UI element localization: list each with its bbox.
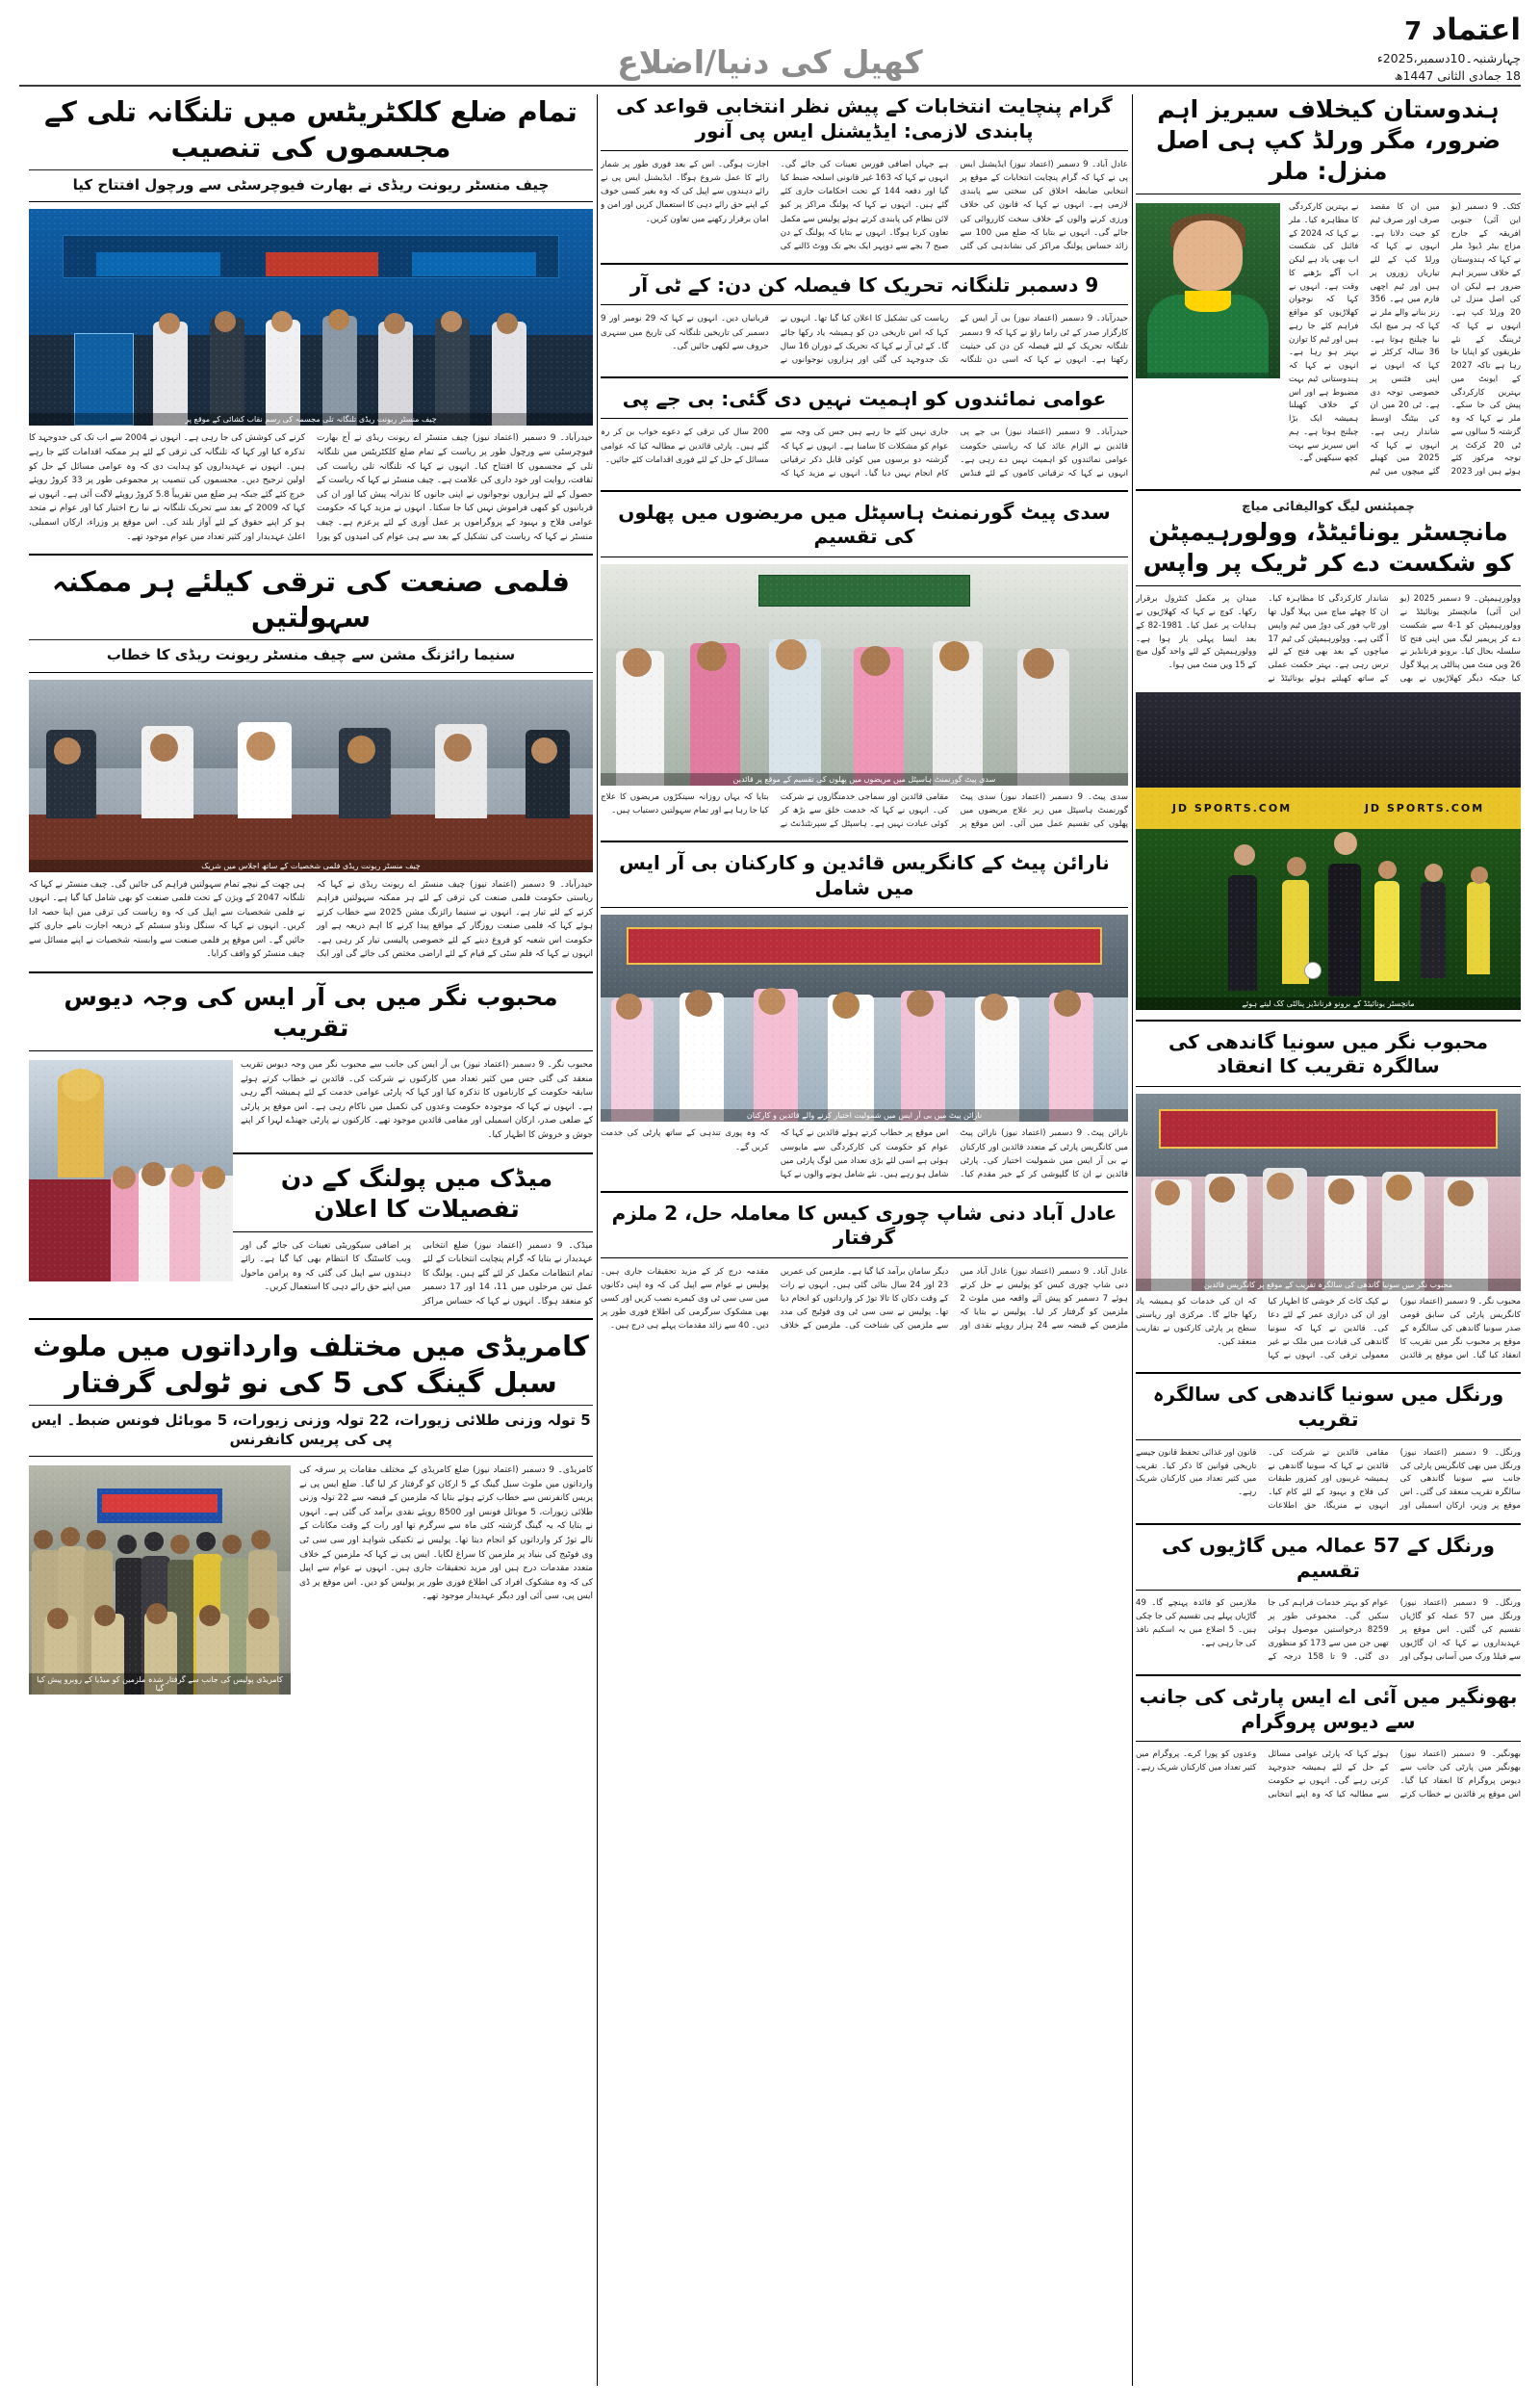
- article-headline: میڈک میں پولنگ کے دن تفصیلات کا اعلان: [280, 1163, 553, 1223]
- photo-caption: چیف منسٹر ریونت ریڈی تلنگانہ تلی مجسمہ کی رسم نقاب کشائی کے موقع پر: [29, 413, 593, 426]
- article-headline: ہندوستان کیخلاف سیریز اہم ضرور، مگر ورلڈ کپ ہی اصل منزل: ملر: [1156, 95, 1501, 185]
- article-headline: 9 دسمبر تلنگانہ تحریک کا فیصلہ کن دن: کے ٹی آر: [629, 272, 1099, 297]
- photo-statue-inauguration: [29, 209, 593, 426]
- article-man-utd: [1136, 500, 1521, 1010]
- article-body: حیدرآباد۔ 9 دسمبر (اعتماد نیوز) بی جے پی قائدین نے الزام عائد کیا کہ ریاستی حکومت عوامی نمائندوں کو اہمیت نہیں دے رہی ہے۔ انہوں نے کہا کہ ترقیاتی کاموں کے لئے فنڈس جاری نہیں کئے جا رہے ہیں جس کی وجہ سے عوام کو مشکلات کا سامنا ہے۔ انہوں نے کہا کہ گزشتہ دو برسوں میں کوئی قابل ذکر ترقیاتی کام انجام نہیں دیا گیا۔ انہوں نے مزید کہا کہ 200 سال کی ترقی کے دعوے خواب بن کر رہ گئے ہیں۔ پارٹی قائدین نے مطالبہ کیا کہ عوامی مسائل کے حل کے لئے فوری اقدامات کئے جائیں۔: [601, 427, 1128, 479]
- article-film-industry: [29, 564, 593, 962]
- article-adilabad-theft: [601, 1202, 1128, 1333]
- date-hijri: 18 جمادی الثانی 1447ھ: [1394, 67, 1521, 83]
- article-kicker: چمپئنس لیگ کوالیفائی میاچ: [1242, 499, 1415, 514]
- column-left: [29, 94, 593, 2386]
- article-headline: ورنگل کے 57 عمالہ میں گاڑیوں کی تقسیم: [1162, 1534, 1495, 1582]
- column-middle: [601, 94, 1128, 2386]
- section-title: کھیل کی دنیا/اضلاع: [617, 43, 923, 81]
- article-narayanpet-joining: [601, 851, 1128, 1181]
- article-body: وولورہیمپٹن۔ 9 دسمبر 2025 (یو این آئی) مانچسٹر یونائیٹڈ نے وولورہیمپٹن کو 1-4 سے شکست دے کر پریمیر لیگ میں اپنی فتح کا سلسلہ بحال کیا۔ برونو فرنانڈیز نے 26 ویں منٹ میں پنالٹی پر پہلا گول کیا جبکہ دیگر کھلاڑیوں نے بھی شاندار کارکردگی کا مظاہرہ کیا۔ ان کا چھٹے میاچ میں پہلا گول تھا اور ٹاپ فور کی دوڑ میں ٹیم واپس آ گئی ہے۔ وولورہیمپٹن کی ٹیم 17 میاچوں کے بعد بھی فتح کے لئے ترس رہی ہے۔ بہتر حکمت عملی کے ساتھ کھیلتے ہوئے یونائیٹڈ نے میدان پر مکمل کنٹرول برقرار رکھا۔ کوچ نے کہا کہ کھلاڑیوں نے ہدایات پر عمل کیا۔ 1981-82 کے بعد ایسا پہلی بار ہوا ہے۔ وولورہیمپٹن کے لئے واحد گول میچ کے 15 ویں منٹ میں ہوا۔: [1136, 594, 1521, 684]
- article-headline: کامریڈی میں مختلف وارداتوں میں ملوث سبل گینگ کی 5 کی نو ٹولی گرفتار: [33, 1330, 589, 1399]
- article-headline: فلمی صنعت کی ترقی کیلئے ہر ممکنہ سہولتیں: [51, 565, 571, 634]
- article-body: میڈک۔ 9 دسمبر (اعتماد نیوز) ضلع انتخابی عہدیدار نے بتایا کہ گرام پنچایت انتخابات کے لئے تمام انتظامات مکمل کر لئے گئے ہیں۔ پولنگ کا عمل تین مرحلوں میں 11، 14 اور 17 دسمبر کو منعقد ہوگا۔ انہوں نے کہا کہ حساس مراکز پر اضافی سیکوریٹی تعینات کی جائے گی اور ویب کاسٹنگ کا انتظام بھی کیا گیا ہے۔ رائے دہندوں سے اپیل کی گئی کہ وہ پرامن ماحول میں اپنے حق رائے دہی کا استعمال کریں۔: [241, 1240, 593, 1307]
- photo-caption: نارائن پیٹ میں بی آر ایس میں شمولیت اختیار کرنے والے قائدین و کارکنان: [601, 1109, 1128, 1122]
- article-sonia-warangal: [1136, 1383, 1521, 1514]
- article-body: حیدرآباد۔ 9 دسمبر (اعتماد نیوز) بی آر ایس کے کارگزار صدر کے ٹی راما راؤ نے کہا کہ 9 دسمبر تلنگانہ تحریک کے لئے فیصلہ کن دن کی حیثیت رکھتا ہے۔ انہوں نے کہا کہ اسی دن تلنگانہ ریاست کی تشکیل کا اعلان کیا گیا تھا۔ انہوں نے کہا کہ اس تاریخی دن کو ہمیشہ یاد رکھا جائے گا۔ کے ٹی آر نے کہا کہ تحریک کے دوران 16 سال تک جدوجہد کی گئی اور ہزاروں نوجوانوں نے قربانیاں دیں۔ انہوں نے کہا کہ 29 نومبر اور 9 دسمبر کی تاریخیں تلنگانہ کی تاریخ میں سنہری حروف سے لکھی جائیں گی۔: [601, 314, 1128, 365]
- article-body: سدی پیٹ۔ 9 دسمبر (اعتماد نیوز) سدی پیٹ گورنمنٹ ہاسپٹل میں زیر علاج مریضوں میں پھلوں کی تقسیم عمل میں آئی۔ اس موقع پر مقامی قائدین اور سماجی خدمتگاروں نے شرکت کی۔ انہوں نے کہا کہ خدمت خلق سے بڑھ کر کوئی عبادت نہیں ہے۔ ہاسپٹل کے سپرنٹنڈنٹ نے بتایا کہ یہاں روزانہ سینکڑوں مریضوں کا علاج کیا جا رہا ہے اور تمام سہولتیں دستیاب ہیں۔: [601, 791, 1128, 830]
- article-subheadline: 5 تولہ وزنی طلائی زیورات، 22 تولہ وزنی زیورات، 5 موبائل فونس ضبط۔ ایس پی کی پریس کانفرنس: [29, 1405, 593, 1450]
- article-headline: مانچسٹر یونائیٹڈ، وولورہیمپٹن کو شکست دے کر ٹریک پر واپس: [1142, 518, 1514, 578]
- article-sonia-mahbubnagar: [1136, 1030, 1521, 1363]
- article-headline: نارائن پیٹ کے کانگریس قائدین و کارکنان بی آر ایس میں شامل: [619, 851, 1110, 899]
- photo-police-arrest: [29, 1465, 291, 1695]
- article-body: ورنگل۔ 9 دسمبر (اعتماد نیوز) ورنگل میں 57 عملہ کو گاڑیاں تقسیم کی گئیں۔ اس موقع پر عہدیداروں نے کہا کہ ان گاڑیوں سے فیلڈ ورک میں آسانی ہوگی اور عوام کو بہتر خدمات فراہم کی جا سکیں گی۔ مجموعی طور پر 8259 درخواستیں موصول ہوئی تھیں جن میں سے 173 کو منظوری دی گئی۔ 9 تا 158 درجہ کے ملازمین کو فائدہ پہنچے گا۔ 49 گاڑیاں پہلے ہی تقسیم کی جا چکی ہیں۔ 5 اضلاع میں یہ اسکیم نافذ کی جا رہی ہے۔: [1136, 1598, 1521, 1663]
- article-miller: [1136, 94, 1521, 479]
- photo-caption: کامریڈی پولیس کی جانب سے گرفتار شدہ ملزمین کو میڈیا کے روبرو پیش کیا گیا: [29, 1673, 291, 1695]
- column-divider: [1132, 94, 1133, 2386]
- photo-caption: مانچسٹر یونائیٹڈ کے برونو فرنانڈیز پنالٹی کک لیتے ہوئے: [1136, 997, 1521, 1010]
- date-gregorian: چہارشنبہ۔10دسمبر،2025ء: [1376, 50, 1521, 65]
- article-body: کٹک۔ 9 دسمبر (یو این آئی) جنوبی افریقہ کے جارح مزاج بیٹر ڈیوڈ ملر نے کہا کہ ہندوستان کے خلاف سیریز اہم ضرور ہے لیکن ان کی اصل منزل ٹی 20 ورلڈ کپ ہے۔ انہوں نے کہا کہ ٹریننگ کے نئے طریقوں کو اپنایا جا رہا ہے تاکہ 2027 کے ایونٹ میں بہترین کارکردگی پیش کی جا سکے۔ ملر نے کہا کہ وہ گزشتہ 5 سالوں سے ٹی 20 کرکٹ پر توجہ مرکوز کئے ہوئے ہیں اور 2023 میں ان کا مقصد صرف اور صرف ٹیم کو جیت دلانا ہے۔ انہوں نے کہا کہ ورلڈ کپ کے لئے تیاریاں زوروں پر ہیں اور ٹیم اچھی فارم میں ہے۔ 356 رنز بنانے والے ملر نے کہا کہ ہر میچ ایک نیا چیلنج ہوتا ہے۔ 36 سالہ کرکٹر نے کہا کہ انہوں نے اپنی فٹنس پر خصوصی توجہ دی ہے۔ ٹی 20 میں ان کی بیٹنگ اوسط شاندار رہی ہے۔ انہوں نے کہا کہ 2025 میں کھیلے گئے میچوں میں ٹیم نے بہترین کارکردگی کا مظاہرہ کیا۔ ملر نے کہا کہ 2024 کے فائنل کی شکست اب بھی یاد ہے لیکن اب آگے بڑھنے کا وقت ہے۔ انہوں نے کہا کہ نوجوان کھلاڑیوں کو مواقع فراہم کئے جا رہے ہیں اور ٹیم کا توازن بہتر ہو رہا ہے۔ انہوں نے کہا کہ ہندوستانی ٹیم بہت مضبوط ہے اور اس کے خلاف کھیلنا ہمیشہ ایک بڑا چیلنج ہوتا ہے۔ ہم اس سیریز سے بہت کچھ سیکھیں گے۔: [1289, 202, 1521, 477]
- article-subheadline: سنیما رائزنگ مشن سے چیف منسٹر ریونت ریڈی کا خطاب: [29, 639, 593, 664]
- photo-cinema-mission-meeting: [29, 680, 593, 872]
- article-panchayat-rules: [601, 94, 1128, 253]
- article-body: بھونگیر۔ 9 دسمبر (اعتماد نیوز) بھونگیر میں پارٹی کی جانب سے دیوس پروگرام کا انعقاد کیا گیا۔ اس موقع پر قائدین نے خطاب کرتے ہوئے کہا کہ پارٹی عوامی مسائل کے حل کے لئے ہمیشہ جدوجہد کرتی رہے گی۔ انہوں نے حکومت سے مطالبہ کیا کہ وہ اپنے انتخابی وعدوں کو پورا کرے۔ پروگرام میں کثیر تعداد میں کارکنان شریک رہے۔: [1136, 1749, 1521, 1799]
- article-body: حیدرآباد۔ 9 دسمبر (اعتماد نیوز) چیف منسٹر اے ریونت ریڈی نے آج بھارت فیوچرسٹی سے ورچول طور پر ریاست کے تمام ضلع کلکٹریٹس میں تلنگانہ تلی کے مجسموں کا افتتاح کیا۔ انہوں نے کہا کہ تلنگانہ تلی ریاست کی ثقافت، روایت اور خود داری کی علامت ہے۔ چیف منسٹر نے کہا کہ ریاست کے حصول کے لئے ہزاروں نوجوانوں نے اپنی جانوں کا نذرانہ پیش کیا اور ان کی قربانیوں کو کبھی فراموش نہیں کیا جا سکتا۔ انہوں نے مزید کہا کہ حکومت عوامی فلاح و بہبود کے پروگراموں پر عمل آوری کے لئے پرعزم ہے۔ چیف منسٹر نے کہا کہ ریاست کی تشکیل کے بعد سے ہی عوام کی امیدوں کو پورا کرنے کی کوشش کی جا رہی ہے۔ انہوں نے 2004 سے اب تک کی جدوجہد کا تذکرہ کیا اور کہا کہ تلنگانہ کی ترقی کے لئے ہر ممکنہ اقدامات کئے جا رہے ہیں۔ انہوں نے عہدیداروں کو ہدایت دی کہ وہ عوامی مسائل کے حل کو اولین ترجیح دیں۔ مجسموں کی تنصیب پر مجموعی طور پر 33 کروڑ روپئے خرچ کئے گئے جبکہ ہر ضلع میں تقریباً 5.8 کروڑ روپئے لاگت آئی ہے۔ انہوں نے کہا کہ 2009 کے بعد سے تحریک تلنگانہ نے نیا رخ اختیار کیا اور عوام نے متحد ہو کر اپنے حقوق کے لئے آواز بلند کی۔ اس موقع پر وزراء، ارکان اسمبلی، اعلیٰ عہدیدار اور کثیر تعداد میں عوام موجود تھے۔: [29, 433, 593, 542]
- photo-brs-rally: [29, 1060, 233, 1281]
- article-brs-mahbubnagar: [29, 982, 593, 1142]
- article-kamareddy-gang: [29, 1329, 593, 1694]
- article-telangana-talli: [29, 94, 593, 544]
- article-headline: عوامی نمائندوں کو اہمیت نہیں دی گئی: بی جے پی: [622, 386, 1107, 410]
- article-warangal-vehicles: [1136, 1534, 1521, 1665]
- photo-football-match: JD SPORTS.COM JD SPORTS.COM مانچسٹر یونائیٹڈ کے برونو فرنانڈیز پنالٹی کک لیتے ہوئے: [1136, 692, 1521, 1010]
- article-subheadline: چیف منسٹر ریونت ریڈی نے بھارت فیوچرسٹی سے ورچول افتتاح کیا: [29, 169, 593, 194]
- article-body: محبوب نگر۔ 9 دسمبر (اعتماد نیوز) بی آر ایس کی جانب سے محبوب نگر میں وجہ دیوس تقریب منعقد کی گئی جس میں کثیر تعداد میں کارکنوں نے شرکت کی۔ قائدین نے خطاب کرتے ہوئے سابقہ حکومت کے کارناموں کا تذکرہ کیا اور کہا کہ پارٹی عوامی خدمت کے لئے ہمیشہ آگے رہی ہے۔ انہوں نے کہا کہ موجودہ حکومت وعدوں کی تکمیل میں ناکام رہی ہے۔ اس موقع پر پارٹی کے ضلعی صدر، ارکان اسمبلی اور مقامی قائدین موجود تھے۔ کارکنوں نے پارٹی جھنڈے لہرا کر اپنے جوش و خروش کا اظہار کیا۔: [241, 1060, 593, 1140]
- column-right: [1136, 94, 1521, 2386]
- article-body: ورنگل۔ 9 دسمبر (اعتماد نیوز) ورنگل میں بھی کانگریس پارٹی کی جانب سے سونیا گاندھی کی سالگرہ تقریب منعقد کی گئی۔ اس موقع پر وزیر، ارکان اسمبلی اور مقامی قائدین نے شرکت کی۔ قائدین نے کہا کہ سونیا گاندھی نے ہمیشہ غریبوں اور کمزور طبقات کی فلاح و بہبود کے لئے کام کیا۔ انہوں نے منریگا، حق اطلاعات قانون اور غذائی تحفظ قانون جیسے تاریخی قوانین کا ذکر کیا۔ تقریب میں کثیر تعداد میں کارکنان شریک رہے۔: [1136, 1447, 1521, 1512]
- column-divider: [597, 94, 598, 2386]
- article-body: عادل آباد۔ 9 دسمبر (اعتماد نیوز) عادل آباد میں دنی شاپ چوری کیس کو پولیس نے حل کرتے ہوئے 7 دسمبر کو پیش آئے واقعہ میں ملوث 2 ملزمین کو گرفتار کر لیا۔ پولیس نے بتایا کہ ملزمین کے قبضہ سے 24 ہزار روپئے نقدی اور دیگر سامان برآمد کیا گیا ہے۔ ملزمین کی عمریں 23 اور 24 سال بتائی گئی ہیں۔ انہوں نے رات کے وقت دکان کا تالا توڑ کر وارداتوں کو انجام دیا تھا۔ پولیس نے سی سی ٹی وی فوٹیج کی مدد سے ملزمین کی شناخت کی۔ ملزمین کے خلاف مقدمہ درج کر کے مزید تحقیقات جاری ہیں۔ پولیس نے عوام سے اپیل کی کہ وہ اپنی دکانوں میں سی سی ٹی وی کیمرے نصب کریں اور کسی بھی مشکوک سرگرمی کی اطلاع فوری طور پر دیں۔ 40 سے زائد مقدمات پہلے ہی درج ہیں۔: [601, 1267, 1128, 1332]
- photo-party-joining: [601, 915, 1128, 1122]
- article-headline: محبوب نگر میں سونیا گاندھی کی سالگرہ تقریب کا انعقاد: [1168, 1029, 1489, 1078]
- article-body: حیدرآباد۔ 9 دسمبر (اعتماد نیوز) چیف منسٹر اے ریونت ریڈی نے کہا کہ ریاستی حکومت فلمی صنعت کی ترقی کے لئے ہر ممکنہ سہولتیں فراہم کرنے کے لئے تیار ہے۔ انہوں نے سنیما رائزنگ مشن 2025 سے خطاب کرتے ہوئے کہا کہ فلمی صنعت روزگار کے مواقع پیدا کرنے کا اہم ذریعہ ہے اور حکومت اس شعبہ کو فروغ دینے کے لئے خصوصی پالیسی تیار کر رہی ہے۔ انہوں نے کہا کہ فلم سٹی کے قیام کے لئے اراضی مختص کی جائے گی اور ایک ہی چھت کے نیچے تمام سہولتیں فراہم کی جائیں گی۔ چیف منسٹر نے کہا کہ تلنگانہ 2047 کے ویژن کے تحت فلمی صنعت کو بھی شامل کیا گیا ہے۔ انہوں نے فلمی شخصیات سے اپیل کی کہ وہ ریاست کی ترقی میں اپنا حصہ ادا کریں۔ انہوں نے کہا کہ سنگل ونڈو سسٹم کے ذریعہ اجازت نامے جاری کئے جائیں گے۔ اس موقع پر فلمی صنعت سے وابستہ شخصیات نے اپنے مسائل سے چیف منسٹر کو واقف کرایا۔: [29, 879, 593, 960]
- article-body: کامریڈی۔ 9 دسمبر (اعتماد نیوز) ضلع کامریڈی کے مختلف مقامات پر سرقہ کی وارداتوں میں ملوث سبل گینگ کے 5 ارکان کو گرفتار کر لیا گیا۔ ضلع ایس پی نے پریس کانفرنس سے خطاب کرتے ہوئے بتایا کہ ملزمین کے قبضہ سے 22 تولہ وزنی طلائی زیورات، 5 موبائل فونس اور 8500 روپئے نقدی برآمد کی گئی ہے۔ انہوں نے بتایا کہ یہ گینگ گزشتہ کئی ماہ سے سرگرم تھا اور رات کے وقت مکانات کے تالے توڑ کر وارداتوں کو انجام دیتا تھا۔ پولیس نے تکنیکی شواہد اور سی سی ٹی وی فوٹیج کی بنیاد پر ملزمین کا سراغ لگایا۔ ایس پی نے کہا کہ ملزمین کے خلاف متعدد مقدمات درج ہیں اور مزید تحقیقات جاری ہیں۔ انہوں نے عوام سے اپیل کی کہ وہ مشکوک افراد کی اطلاع فوری طور پر پولیس کو دیں۔ اس موقع پر ڈی ایس پی، سی آئی اور دیگر عہدیدار موجود تھے۔: [299, 1465, 593, 1602]
- article-headline: محبوب نگر میں بی آر ایس کی وجہ دیوس تقریب: [64, 983, 558, 1043]
- photo-caption: چیف منسٹر ریونت ریڈی فلمی شخصیات کے ساتھ اجلاس میں شریک: [29, 860, 593, 872]
- photo-david-miller: [1136, 203, 1280, 378]
- masthead-logo-row: [1404, 12, 1521, 47]
- page-number: 7: [1404, 16, 1423, 46]
- article-headline: ورنگل میں سونیا گاندھی کی سالگرہ تقریب: [1152, 1383, 1504, 1432]
- article-bjp-statement: [601, 387, 1128, 480]
- masthead: [19, 12, 1521, 87]
- photo-hospital-fruit-distribution: [601, 564, 1128, 786]
- article-siddipet-hospital: [601, 501, 1128, 831]
- article-headline: گرام پنچایت انتخابات کے پیش نظر انتخابی قواعد کی پابندی لازمی: ایڈیشنل ایس پی آنور: [616, 94, 1113, 142]
- article-headline: بھونگیر میں آئی اے ایس پارٹی کی جانب سے دیوس پروگرام: [1139, 1685, 1518, 1733]
- photo-sonia-birthday: [1136, 1094, 1521, 1291]
- photo-caption: سدی پیٹ گورنمنٹ ہاسپٹل میں مریضوں میں پھلوں کی تقسیم کے موقع پر قائدین: [601, 773, 1128, 786]
- article-headline: عادل آباد دنی شاپ چوری کیس کا معاملہ حل، 2 ملزم گرفتار: [611, 1201, 1117, 1250]
- article-bhongir: [1136, 1685, 1521, 1802]
- page-grid: [19, 94, 1521, 2386]
- article-body: محبوب نگر۔ 9 دسمبر (اعتماد نیوز) کانگریس پارٹی کی سابق قومی صدر سونیا گاندھی کی سالگرہ کے موقع پر محبوب نگر میں تقریب کا انعقاد کیا گیا۔ اس موقع پر قائدین نے کیک کاٹ کر خوشی کا اظہار کیا اور ان کی درازی عمر کے لئے دعا کی۔ قائدین نے کہا کہ سونیا گاندھی کی قیادت میں ملک نے غیر معمولی ترقی کی۔ انہوں نے کہا کہ ان کی خدمات کو ہمیشہ یاد رکھا جائے گا۔ مرکزی اور ریاستی سطح پر پارٹی کارکنوں نے تقاریب منعقد کیں۔: [1136, 1296, 1521, 1360]
- publication-logo: اعتماد: [1431, 12, 1521, 47]
- article-body: نارائن پیٹ۔ 9 دسمبر (اعتماد نیوز) نارائن پیٹ میں کانگریس پارٹی کے متعدد قائدین اور کارکنان نے بی آر ایس میں شمولیت اختیار کی۔ پارٹی قائدین نے ان کا گلپوشی کر کے خیر مقدم کیا۔ اس موقع پر خطاب کرتے ہوئے قائدین نے کہا کہ عوام کو حکومت کی کارکردگی سے مایوسی ہوئی ہے اسی لئے بڑی تعداد میں لوگ پارٹی میں شامل ہو رہے ہیں۔ نئے شامل ہونے والوں نے کہا کہ وہ پوری تندہی کے ساتھ پارٹی کی خدمت کریں گے۔: [601, 1128, 1128, 1179]
- article-headline: سدی پیٹ گورنمنٹ ہاسپٹل میں مریضوں میں پھلوں کی تقسیم: [618, 500, 1111, 549]
- article-ktr-dec9: [601, 273, 1128, 367]
- article-body: عادل آباد۔ 9 دسمبر (اعتماد نیوز) ایڈیشنل ایس پی نے کہا کہ گرام پنچایت انتخابات کے موقع پر انتخابی ضابطہ اخلاق کی سختی سے پابندی لازمی ہے۔ انہوں نے کہا کہ قانون کی خلاف ورزی کرنے والوں کے خلاف سخت کارروائی کی جائے گی۔ انہوں نے بتایا کہ ضلع میں 100 سے زائد حساس پولنگ مراکز کی نشاندہی کی گئی ہے جہاں اضافی فورس تعینات کی جائے گی۔ انہوں نے کہا کہ 163 غیر قانونی اسلحہ ضبط کیا گیا اور دفعہ 144 کے تحت احکامات جاری کئے گئے ہیں۔ انہوں نے کہا کہ پولنگ مراکز پر کیو لائن نظام کی پابندی کرتے ہوئے پولیس سے مکمل تعاون کرنا ہوگا۔ انہوں نے بتایا کہ پولنگ کے دن صبح 7 بجے سے دوپہر ایک بجے تک ووٹ ڈالنے کی اجازت ہوگی۔ اس کے بعد فوری طور پر شمار رائے کا عمل شروع ہوگا۔ ایڈیشنل ایس پی نے رائے دہندوں سے اپیل کی کہ وہ بغیر کسی خوف کے اپنے حق رائے دہی کا استعمال کریں اور امن و امان برقرار رکھنے میں تعاون کریں۔: [601, 160, 1128, 251]
- masthead-left-block: [1376, 12, 1521, 85]
- article-headline: تمام ضلع کلکٹریٹس میں تلنگانہ تلی کے مجسموں کی تنصیب: [44, 95, 578, 165]
- photo-caption: محبوب نگر میں سونیا گاندھی کی سالگرہ تقریب کے موقع پر کانگریس قائدین: [1136, 1279, 1521, 1291]
- masthead-dates: [1377, 50, 1521, 85]
